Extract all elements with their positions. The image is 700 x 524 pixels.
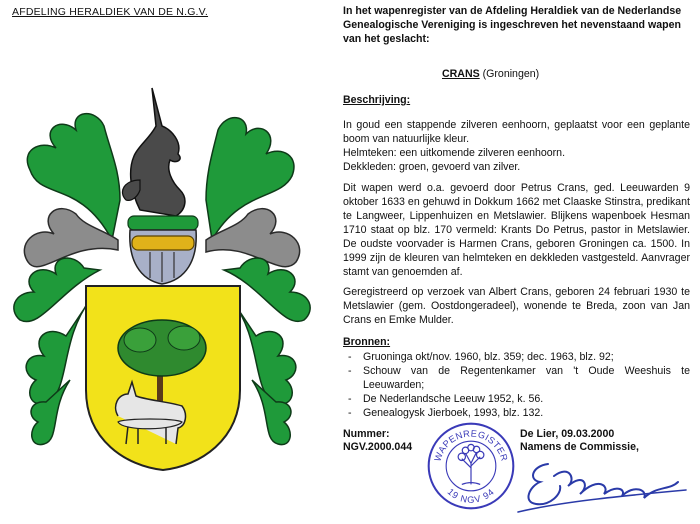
family-place: (Groningen) xyxy=(482,68,540,80)
beschrijving-text xyxy=(343,118,690,174)
list-item: - Gruoninga okt/nov. 1960, blz. 359; dec. 1963, blz. 92; xyxy=(343,350,690,364)
stamp-top-text: WAPENREGISTER xyxy=(432,428,510,463)
nummer-value: NGV.2000.044 xyxy=(343,441,413,453)
family-name: CRANS xyxy=(442,68,480,80)
unicorn-crest xyxy=(122,88,184,216)
intro-text: In het wapenregister van de Afdeling Heraldiek van de Nederlandse Genealogische Vereniging is ingeschreven het nevenstaand wapen van het geslacht: xyxy=(343,5,682,45)
commissie-text: Namens de Commissie, xyxy=(520,441,639,453)
header-title: AFDELING HERALDIEK VAN DE N.G.V. xyxy=(12,6,209,18)
list-item: - Genealogysk Jierboek, 1993, blz. 132. xyxy=(343,406,690,420)
place-date: De Lier, 09.03.2000 xyxy=(520,428,615,440)
helmet xyxy=(128,216,198,284)
bronnen-title: Bronnen: xyxy=(343,336,391,348)
beschrijving-title: Beschrijving: xyxy=(343,94,411,106)
coat-of-arms xyxy=(0,30,340,500)
history-text xyxy=(343,181,690,279)
stamp-bottom-text: 19 NGV 94 xyxy=(445,486,497,505)
beschrijving-line: Dekkleden: groen, gevoerd van zilver. xyxy=(343,161,521,173)
beschrijving-line: In goud een stappende zilveren eenhoorn, geplaatst voor een geplante boom van natuurlijke kleur. xyxy=(343,119,690,145)
svg-text:19 NGV 94 xyxy=(446,487,497,505)
history-paragraph: Dit wapen werd o.a. gevoerd door Petrus Crans, ged. Leeuwarden 9 oktober 1633 en gehuwd in Dokkum 1662 met Claaske Stinstra, predikant te Langweer, Lippenhuizen en Metslawier. Blijkens wapenboek Hesman 1710 staat op blz. 170 vermeld: Krants Do Petrus, pastor in Metslawier. De oudste voorvader is Harmen Crans, geboren Groningen ca. 1500. In 1999 zijn de kleuren van helmteken en dekkleden vastgesteld. Aanvrager stamt van genoemden af. xyxy=(343,182,690,278)
beschrijving-line: Helmteken: een uitkomende zilveren eenhoorn. xyxy=(343,147,566,159)
registration-text xyxy=(343,285,690,327)
registration-paragraph: Geregistreerd op verzoek van Albert Crans, geboren 24 februari 1930 te Metslawier (gem. Oostdongeradeel), wonende te Breda, zoon van Jan Crans en Emke Mulder. xyxy=(343,286,690,326)
wapenregister-stamp xyxy=(425,420,517,512)
family-heading xyxy=(442,68,539,80)
bronnen-list xyxy=(343,350,690,420)
list-item: - Schouw van de Regentenkamer van 't Oude Weeshuis te Leeuwarden; xyxy=(343,364,690,392)
nummer-label: Nummer: xyxy=(343,428,390,440)
shield xyxy=(86,286,240,470)
list-item: - De Nederlandsche Leeuw 1952, k. 56. xyxy=(343,392,690,406)
tree-icon xyxy=(458,444,484,484)
signature xyxy=(510,446,690,516)
